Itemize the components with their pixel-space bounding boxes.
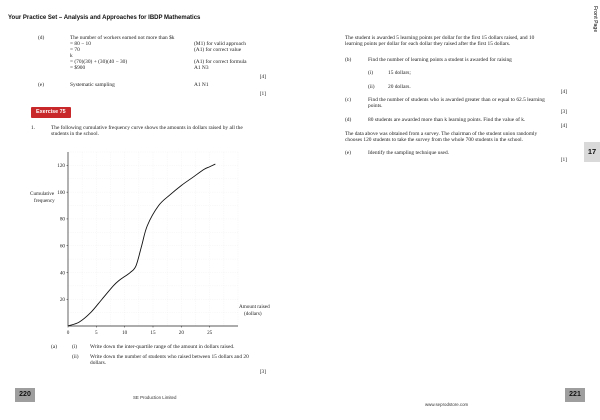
part-c-label: (c) xyxy=(345,97,351,103)
solution-line: = (70)(30) + (30)(40 − 30) xyxy=(70,59,128,65)
marks-total: [3] xyxy=(259,369,266,375)
part-a-label: (a) xyxy=(51,344,57,350)
chapter-tab[interactable]: 17 xyxy=(584,142,600,162)
question-text: students in the school. xyxy=(51,131,99,137)
left-part-d-question: The number of workers earned not more than $k xyxy=(70,35,175,41)
marks-total: [4] xyxy=(259,74,266,80)
part-a-i-text: Write down the inter-quartile range of the amount in dollars raised. xyxy=(90,344,235,350)
right-page-number: 221 xyxy=(565,388,585,402)
part-c-text: Find the number of students who is awarded greater than or equal to 62.5 learning xyxy=(368,97,545,103)
marks-total: [3] xyxy=(560,109,567,115)
survey-text: chooses 120 students to take the survey from the whole 700 students in the school. xyxy=(345,137,524,143)
y-tick-label: 60 xyxy=(59,243,65,250)
left-part-d-label: (d) xyxy=(38,35,45,41)
survey-text: The data above was obtained from a survey. The chairman of the student union randomly xyxy=(345,131,538,137)
y-tick-label: 20 xyxy=(59,297,65,304)
part-a-sub-label: (ii) xyxy=(72,354,79,360)
part-a-ii-text-cont: dollars. xyxy=(90,360,107,366)
question-text: The following cumulative frequency curve shows the amounts in dollars raised by all the xyxy=(51,125,243,131)
publisher-name: SE Production Limited xyxy=(133,395,177,400)
part-b-label: (b) xyxy=(345,57,352,63)
part-b-i-text: 15 dollars; xyxy=(388,70,411,76)
part-b-text: Find the number of learning points a student is awarded for raising xyxy=(368,57,512,63)
part-e-label: (e) xyxy=(345,150,351,156)
part-d-label: (d) xyxy=(345,117,352,123)
y-tick-label: 80 xyxy=(59,216,65,223)
marks-total: [1] xyxy=(560,157,567,163)
part-b-sub-label: (i) xyxy=(368,70,374,76)
solution-line: = 70 xyxy=(70,47,80,53)
exercise-badge: Exercise 75 xyxy=(31,107,71,118)
intro-text: learning points per dollar for each dollar they raised after the first 15 dollars. xyxy=(345,41,511,47)
part-b-sub-label: (ii) xyxy=(368,84,375,90)
running-header-title: Your Practice Set – Analysis and Approaches for IBDP Mathematics xyxy=(8,15,201,21)
part-d-text: 80 students are awarded more than k learning points. Find the value of k. xyxy=(368,117,526,123)
left-part-e-answer: Systematic sampling xyxy=(70,82,115,88)
left-part-e-label: (e) xyxy=(38,82,44,88)
cumulative-frequency-curve xyxy=(68,164,215,326)
left-page-number: 220 xyxy=(15,388,35,402)
marks-total: [4] xyxy=(560,123,567,129)
mark-annotation: A1 N3 xyxy=(194,65,209,71)
mark-annotation: (A1) for correct value xyxy=(194,47,242,53)
part-a-ii-text: Write down the number of students who raised between 15 dollars and 20 xyxy=(90,354,249,360)
publisher-website[interactable]: www.seprodstore.com xyxy=(425,402,469,407)
part-b-ii-text: 20 dollars. xyxy=(388,84,411,90)
part-c-text-cont: points. xyxy=(368,103,383,109)
question-number: 1. xyxy=(31,125,36,131)
x-tick-label: 25 xyxy=(207,330,213,336)
intro-text: The student is awarded 5 learning points per dollar for the first 15 dollars raised, and 10 xyxy=(345,35,535,41)
x-tick-label: 15 xyxy=(150,330,156,336)
solution-line: = 80 − 10 xyxy=(70,41,91,47)
marks-total: [1] xyxy=(259,91,266,97)
front-page-tab[interactable]: Front Page xyxy=(592,6,598,33)
cumulative-frequency-chart xyxy=(28,146,272,340)
y-axis-label-line2: frequency xyxy=(34,198,55,204)
mark-annotation: (M1) for valid approach xyxy=(194,41,246,47)
x-tick-label: 5 xyxy=(95,330,98,336)
marks-total: [4] xyxy=(560,89,567,95)
x-axis-label-line2: (dollars) xyxy=(244,311,262,317)
part-e-text: Identify the sampling technique used. xyxy=(368,150,449,156)
x-tick-label: 20 xyxy=(178,330,184,336)
y-tick-label: 40 xyxy=(59,270,65,277)
chart-gridlines xyxy=(68,152,238,326)
y-tick-label: 120 xyxy=(57,163,65,170)
x-tick-label: 0 xyxy=(66,330,70,336)
y-axis-label-line1: Cumulative xyxy=(30,191,55,197)
mark-annotation: (A1) for correct formula xyxy=(194,59,247,65)
y-tick-label: 100 xyxy=(57,189,65,196)
x-tick-label: 10 xyxy=(122,330,128,336)
mark-annotation: A1 N1 xyxy=(194,82,209,88)
x-axis-label-line1: Amount raised xyxy=(239,304,270,310)
solution-line: k xyxy=(70,53,73,59)
solution-line: = $900 xyxy=(70,65,86,71)
part-a-sub-label: (i) xyxy=(72,344,78,350)
